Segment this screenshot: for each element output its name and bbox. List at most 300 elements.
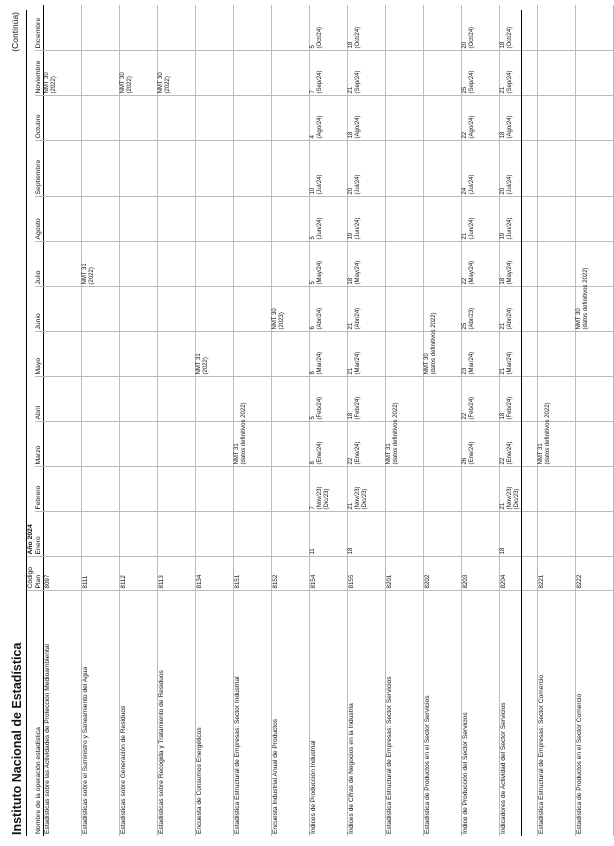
reference-period: (Nov/23) [317, 486, 323, 510]
month-cell [234, 5, 272, 51]
reference-period: (datos definitivos 2022) [431, 312, 437, 375]
month-cell [234, 242, 272, 287]
operation-name: Indicadores de Actividad del Sector Servicios [500, 591, 538, 836]
release-day: 7 [310, 90, 316, 94]
month-cell [310, 467, 348, 512]
month-cell [272, 512, 310, 557]
release-day: 18 [500, 547, 506, 555]
month-cell [538, 332, 576, 377]
reference-period: (Abr/24) [355, 307, 361, 330]
month-cell [386, 467, 424, 512]
operation-name: Estadística Estructural de Empresas: Sector Servicios [386, 591, 424, 836]
table-row [82, 5, 120, 836]
release-day: 25 [462, 322, 468, 330]
month-cell [120, 96, 158, 141]
month-cell [82, 96, 120, 141]
column-header-year: Año 2024 [27, 5, 35, 557]
month-cell [576, 332, 614, 377]
reference-period: (Ago/24) [469, 115, 475, 139]
month-cell [196, 141, 234, 197]
month-cell [272, 242, 310, 287]
table-bottom-rule [521, 10, 522, 836]
reference-period: (Nov/23) [507, 486, 513, 510]
month-cell [386, 197, 424, 242]
month-cell [310, 512, 348, 557]
month-cell [158, 287, 196, 332]
reference-period: (Nov/23) [355, 486, 361, 510]
month-cell [310, 332, 348, 377]
month-cell [44, 96, 82, 141]
month-cell [272, 377, 310, 422]
release-day: NMT 30 [272, 308, 278, 330]
operation-code: 8201 [386, 557, 424, 591]
release-day: NMT 30 [120, 72, 126, 94]
month-cell [500, 197, 538, 242]
column-header-spacer [27, 591, 35, 836]
month-cell [348, 51, 386, 96]
month-cell [196, 512, 234, 557]
month-cell [234, 402, 272, 467]
month-header: Febrero [35, 467, 44, 512]
reference-period: (Oct/24) [317, 26, 323, 49]
month-cell [424, 5, 462, 51]
reference-period: (Feb/24) [355, 396, 361, 420]
release-day: 21 [500, 502, 506, 510]
month-header: Junio [35, 287, 44, 332]
reference-period: (May/24) [355, 260, 361, 285]
month-cell [196, 332, 234, 377]
month-cell [44, 332, 82, 377]
month-cell [272, 96, 310, 141]
continuation-note: (Continúa) [10, 12, 20, 52]
operation-name: Estadísticas sobre Recogida y Tratamiento de Residuos [158, 591, 196, 836]
month-cell [462, 422, 500, 467]
reference-period: (2022) [203, 357, 209, 375]
reference-period: (Mar/24) [469, 351, 475, 375]
release-day: 23 [462, 367, 468, 375]
month-cell [576, 512, 614, 557]
month-cell [424, 96, 462, 141]
month-cell [500, 332, 538, 377]
table-row [44, 5, 82, 836]
month-cell [310, 377, 348, 422]
reference-period: (May/24) [317, 260, 323, 285]
operation-name: Estadística Estructural de Empresas: Sector Comercio [538, 591, 576, 836]
release-day: 5 [310, 416, 316, 420]
month-cell [500, 512, 538, 557]
release-day: 10 [310, 187, 316, 195]
reference-period: (Mar/24) [317, 351, 323, 375]
release-day: 22 [348, 457, 354, 465]
month-cell [196, 377, 234, 422]
month-cell [158, 467, 196, 512]
operation-name: Encuesta de Consumos Energéticos [196, 591, 234, 836]
month-cell [272, 422, 310, 467]
month-cell [44, 467, 82, 512]
month-header: Diciembre [35, 5, 44, 51]
operation-code: 8222 [576, 557, 614, 591]
release-day: NMT 30 [576, 308, 582, 330]
release-day: 20 [500, 187, 506, 195]
month-header: Enero [35, 512, 44, 557]
operation-name: Estadística Estructural de Empresas: Sector Industrial [234, 591, 272, 836]
month-cell [348, 141, 386, 197]
release-day: 22 [462, 131, 468, 139]
month-header: Noviembre [35, 51, 44, 96]
reference-period: (Feb/24) [317, 396, 323, 420]
operation-name: Estadísticas sobre el Suministro y Saneamiento del Agua [82, 591, 120, 836]
month-cell [234, 141, 272, 197]
month-cell [538, 402, 576, 467]
month-cell [120, 512, 158, 557]
reference-period: (datos definitivos 2022) [545, 402, 551, 465]
release-day: 22 [500, 457, 506, 465]
month-cell [120, 422, 158, 467]
reference-period: (Oct/24) [507, 26, 513, 49]
month-cell [44, 242, 82, 287]
release-day: 18 [348, 277, 354, 285]
month-cell [196, 5, 234, 51]
month-cell [462, 5, 500, 51]
table-row [386, 5, 424, 836]
month-cell [158, 332, 196, 377]
month-cell [120, 377, 158, 422]
release-day: 20 [462, 41, 468, 49]
operation-code: 8221 [538, 557, 576, 591]
operation-name: Estadística de Productos en el Sector Servicios [424, 591, 462, 836]
month-cell [424, 141, 462, 197]
table-body [44, 5, 614, 836]
release-day: 5 [310, 281, 316, 285]
month-cell [272, 287, 310, 332]
month-cell [272, 467, 310, 512]
month-cell [348, 467, 386, 512]
reference-period: (2022) [127, 76, 133, 94]
reference-period: (Sep/24) [317, 70, 323, 94]
operation-code: 8097 [44, 557, 82, 591]
month-cell [234, 51, 272, 96]
month-cell [462, 51, 500, 96]
month-cell [234, 332, 272, 377]
month-header: Mayo [35, 332, 44, 377]
month-cell [120, 467, 158, 512]
month-cell [196, 242, 234, 287]
month-cell [120, 197, 158, 242]
month-cell [120, 51, 158, 96]
month-header: Septiembre [35, 141, 44, 197]
month-cell [538, 467, 576, 512]
reference-period: (May/24) [507, 260, 513, 285]
reference-period: (Jun/24) [469, 217, 475, 240]
table-row [500, 5, 538, 836]
reference-period: (2023) [279, 312, 285, 330]
reference-period: (Feb/24) [507, 396, 513, 420]
month-cell [44, 512, 82, 557]
month-cell [82, 377, 120, 422]
operation-name: Estadísticas sobre las Actividades de Protección Medioambiental [44, 591, 82, 836]
month-cell [310, 242, 348, 287]
month-cell [386, 51, 424, 96]
table-row [348, 5, 386, 836]
month-cell [538, 5, 576, 51]
month-cell [576, 197, 614, 242]
month-cell [44, 422, 82, 467]
reference-period: (Dic/23) [362, 488, 368, 510]
release-day: 25 [462, 86, 468, 94]
month-cell [310, 141, 348, 197]
month-cell [462, 96, 500, 141]
month-cell [538, 51, 576, 96]
month-cell [386, 332, 424, 377]
release-day: 18 [348, 412, 354, 420]
month-cell [272, 332, 310, 377]
month-cell [196, 287, 234, 332]
month-cell [424, 512, 462, 557]
release-day: 19 [348, 232, 354, 240]
month-cell [158, 512, 196, 557]
month-cell [310, 5, 348, 51]
month-cell [462, 377, 500, 422]
month-cell [348, 332, 386, 377]
month-cell [538, 141, 576, 197]
month-cell [158, 242, 196, 287]
month-cell [158, 141, 196, 197]
release-day: 18 [348, 131, 354, 139]
operation-name: Índices de Cifras de Negocios en la Industria [348, 591, 386, 836]
release-day: 26 [462, 457, 468, 465]
month-cell [538, 242, 576, 287]
month-cell [462, 332, 500, 377]
month-cell [272, 197, 310, 242]
month-cell [272, 51, 310, 96]
month-cell [576, 422, 614, 467]
month-header: Agosto [35, 197, 44, 242]
reference-period: (Ago/24) [317, 115, 323, 139]
table-row [310, 5, 348, 836]
month-cell [500, 5, 538, 51]
reference-period: (Dic/23) [324, 488, 330, 510]
month-cell [386, 287, 424, 332]
reference-period: (Jul/24) [355, 174, 361, 195]
release-day: 24 [462, 187, 468, 195]
release-day: 4 [310, 135, 316, 139]
month-cell [538, 96, 576, 141]
month-cell [576, 267, 614, 332]
operation-name: Estadísticas sobre Generación de Residuos [120, 591, 158, 836]
release-day: NMT 31 [82, 263, 88, 285]
release-day: 19 [500, 232, 506, 240]
month-cell [462, 287, 500, 332]
reference-period: (Sep/24) [507, 70, 513, 94]
release-day: 21 [348, 502, 354, 510]
reference-period: (Abr/24) [317, 307, 323, 330]
month-cell [310, 197, 348, 242]
release-day: 21 [462, 232, 468, 240]
reference-period: (Abr/23) [469, 307, 475, 330]
operation-code: 8155 [348, 557, 386, 591]
release-day: NMT 31 [196, 353, 202, 375]
month-cell [82, 332, 120, 377]
month-cell [576, 5, 614, 51]
month-cell [272, 5, 310, 51]
reference-period: (Jul/24) [317, 174, 323, 195]
month-cell [158, 51, 196, 96]
month-cell [386, 512, 424, 557]
release-day: 18 [500, 41, 506, 49]
release-day: 22 [462, 412, 468, 420]
operation-code: 8152 [272, 557, 310, 591]
month-cell [196, 51, 234, 96]
release-day: NMT 31 [538, 443, 544, 465]
month-cell [576, 96, 614, 141]
month-cell [120, 242, 158, 287]
month-cell [196, 422, 234, 467]
release-day: 18 [500, 412, 506, 420]
month-cell [386, 402, 424, 467]
month-cell [234, 377, 272, 422]
month-cell [500, 242, 538, 287]
reference-period: (Sep/24) [355, 70, 361, 94]
month-cell [234, 467, 272, 512]
reference-period: (Mar/24) [507, 351, 513, 375]
column-header-code: Código [27, 557, 35, 591]
month-cell [348, 512, 386, 557]
month-cell [462, 141, 500, 197]
release-day: 21 [500, 86, 506, 94]
month-cell [196, 96, 234, 141]
month-cell [348, 422, 386, 467]
month-cell [158, 422, 196, 467]
reference-period: (Jul/24) [507, 174, 513, 195]
month-cell [576, 377, 614, 422]
month-cell [538, 287, 576, 332]
column-header-plan: Plan [35, 557, 44, 591]
reference-period: (2022) [165, 76, 171, 94]
month-cell [348, 377, 386, 422]
month-cell [234, 197, 272, 242]
reference-period: (datos definitivos 2022) [393, 402, 399, 465]
operation-name: Encuesta Industrial Anual de Productos [272, 591, 310, 836]
page-title: Instituto Nacional de Estadística [10, 642, 24, 835]
month-cell [82, 242, 120, 287]
month-cell [424, 422, 462, 467]
table-row [234, 5, 272, 836]
month-cell [82, 141, 120, 197]
month-cell [538, 377, 576, 422]
month-cell [500, 141, 538, 197]
operation-code: 8202 [424, 557, 462, 591]
reference-period: (Jun/24) [355, 217, 361, 240]
month-cell [424, 287, 462, 332]
month-cell [576, 51, 614, 96]
month-cell [386, 141, 424, 197]
month-cell [500, 377, 538, 422]
month-header: Abril [35, 377, 44, 422]
operation-code: 8203 [462, 557, 500, 591]
month-cell [158, 5, 196, 51]
month-cell [462, 512, 500, 557]
month-cell [82, 287, 120, 332]
reference-period: (Feb/24) [469, 396, 475, 420]
month-cell [462, 242, 500, 287]
operation-code: 8154 [310, 557, 348, 591]
release-day: 21 [500, 322, 506, 330]
month-cell [462, 467, 500, 512]
operation-code: 8111 [82, 557, 120, 591]
month-cell [158, 197, 196, 242]
operation-name: Índice de Producción del Sector Servicios [462, 591, 500, 836]
operation-code: 8112 [120, 557, 158, 591]
operation-name: Estadística de Productos en el Sector Comercio [576, 591, 614, 836]
reference-period: (Oct/24) [355, 26, 361, 49]
table-row [538, 5, 576, 836]
month-cell [500, 51, 538, 96]
release-day: 11 [310, 548, 316, 555]
table-row [272, 5, 310, 836]
month-cell [500, 96, 538, 141]
month-cell [348, 197, 386, 242]
release-day: NMT 31 [234, 443, 240, 465]
reference-period: (Abr/24) [507, 307, 513, 330]
release-day: 5 [310, 236, 316, 240]
release-day: 8 [310, 461, 316, 465]
reference-period: (Jun/24) [317, 217, 323, 240]
month-cell [44, 287, 82, 332]
table-row [462, 5, 500, 836]
reference-period: (Jun/24) [507, 217, 513, 240]
month-cell [310, 96, 348, 141]
month-cell [348, 287, 386, 332]
release-day: 18 [500, 131, 506, 139]
reference-period: (Ago/24) [355, 115, 361, 139]
release-day: 18 [348, 547, 354, 555]
month-cell [310, 287, 348, 332]
reference-period: (2022) [51, 76, 57, 94]
month-cell [82, 51, 120, 96]
month-cell [120, 287, 158, 332]
month-cell [82, 467, 120, 512]
month-cell [44, 51, 82, 96]
month-cell [82, 512, 120, 557]
operation-name: Índices de Producción Industrial [310, 591, 348, 836]
operation-code: 8134 [196, 557, 234, 591]
release-day: 21 [500, 367, 506, 375]
reference-period: (datos definitivos 2022) [241, 402, 247, 465]
release-day: NMT 30 [158, 72, 164, 94]
month-cell [424, 312, 462, 377]
reference-period: (Sep/24) [469, 70, 475, 94]
table-row [196, 5, 234, 836]
month-cell [234, 96, 272, 141]
month-cell [348, 242, 386, 287]
release-day: 7 [310, 506, 316, 510]
month-cell [272, 141, 310, 197]
month-cell [424, 242, 462, 287]
month-cell [462, 197, 500, 242]
release-calendar-table [27, 5, 614, 836]
reference-period: (Oct/24) [469, 26, 475, 49]
table-row [424, 5, 462, 836]
release-day: 20 [348, 187, 354, 195]
operation-code: 8204 [500, 557, 538, 591]
release-day: 21 [348, 86, 354, 94]
month-cell [538, 512, 576, 557]
month-cell [386, 242, 424, 287]
month-cell [310, 422, 348, 467]
table-row [120, 5, 158, 836]
reference-period: (Ene/24) [469, 441, 475, 465]
release-day: 21 [348, 367, 354, 375]
